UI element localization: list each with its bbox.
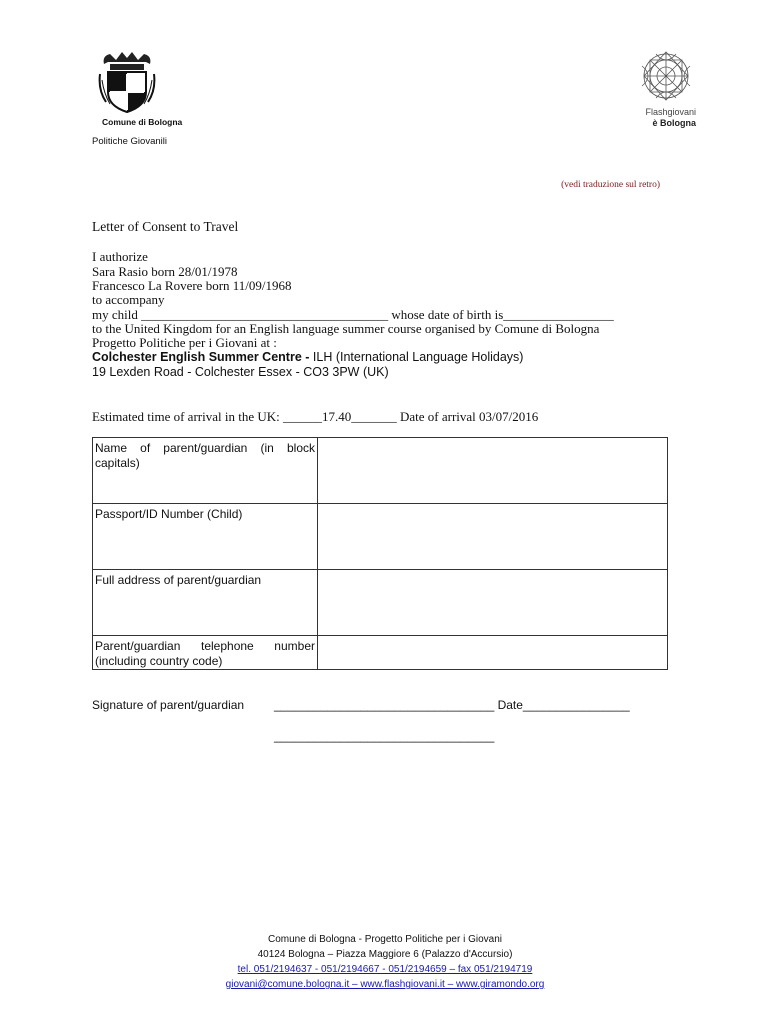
footer-org: Comune di Bologna - Progetto Politiche per i Giovani <box>267 934 503 945</box>
footer-phone-link[interactable]: tel. 051/2194637 - 051/2194667 - 051/2194659 – fax 051/2194719 <box>237 964 533 975</box>
bologna-coat-of-arms-icon <box>96 50 158 116</box>
address-field[interactable] <box>318 570 668 636</box>
right-brand <box>610 107 696 129</box>
row-label: Parent/guardian telephone number (including country code) <box>93 636 318 670</box>
letter-line-companion-1: Sara Rasio born 28/01/1978 <box>92 264 238 279</box>
table-row <box>93 570 668 636</box>
letter-line-authorize: I authorize <box>92 249 148 264</box>
letter-line-course: to the United Kingdom for an English language summer course organised by Comune di Bologna <box>92 321 600 336</box>
footer-web-link[interactable]: giovani@comune.bologna.it – www.flashgiovani.it – www.giramondo.org <box>225 979 545 990</box>
flashgiovani-logo-icon <box>640 48 692 106</box>
letter-line-child: my child ______________________________________ whose date of birth is_________________ <box>92 307 614 322</box>
department-label: Politiche Giovanili <box>92 136 167 147</box>
table-row <box>93 438 668 504</box>
letter-line-arrival: Estimated time of arrival in the UK: ______17.40_______ Date of arrival 03/07/2016 <box>92 409 539 424</box>
centre-name: Colchester English Summer Centre - <box>92 350 313 364</box>
right-brand-line1: Flashgiovani <box>645 107 696 117</box>
signature-line-2[interactable]: _________________________________ <box>274 729 495 743</box>
consent-form-table <box>92 437 668 670</box>
letter-line-project: Progetto Politiche per i Giovani at : <box>92 335 277 350</box>
letter-line-accompany: to accompany <box>92 292 165 307</box>
table-row <box>93 504 668 570</box>
passport-number-field[interactable] <box>318 504 668 570</box>
table-row <box>93 636 668 670</box>
signature-label: Signature of parent/guardian <box>92 698 245 712</box>
left-brand: Comune di Bologna <box>102 117 183 127</box>
parent-name-field[interactable] <box>318 438 668 504</box>
footer-address: 40124 Bologna – Piazza Maggiore 6 (Palazzo d'Accursio) <box>257 949 513 960</box>
row-label: Full address of parent/guardian <box>93 570 318 636</box>
letter-title: Letter of Consent to Travel <box>92 219 239 234</box>
footer <box>0 932 770 992</box>
signature-line[interactable]: _________________________________ Date________________ <box>274 698 630 712</box>
translation-note: (vedi traduzione sul retro) <box>561 180 660 190</box>
telephone-field[interactable] <box>318 636 668 670</box>
centre-detail: ILH (International Language Holidays) <box>312 350 524 364</box>
letter-line-centre <box>92 350 523 364</box>
right-brand-line2: è Bologna <box>652 118 696 128</box>
row-label: Passport/ID Number (Child) <box>93 504 318 570</box>
letter-line-companion-2: Francesco La Rovere born 11/09/1968 <box>92 278 292 293</box>
row-label: Name of parent/guardian (in block capitals) <box>93 438 318 504</box>
letter-line-address: 19 Lexden Road - Colchester Essex - CO3 3PW (UK) <box>92 365 389 379</box>
